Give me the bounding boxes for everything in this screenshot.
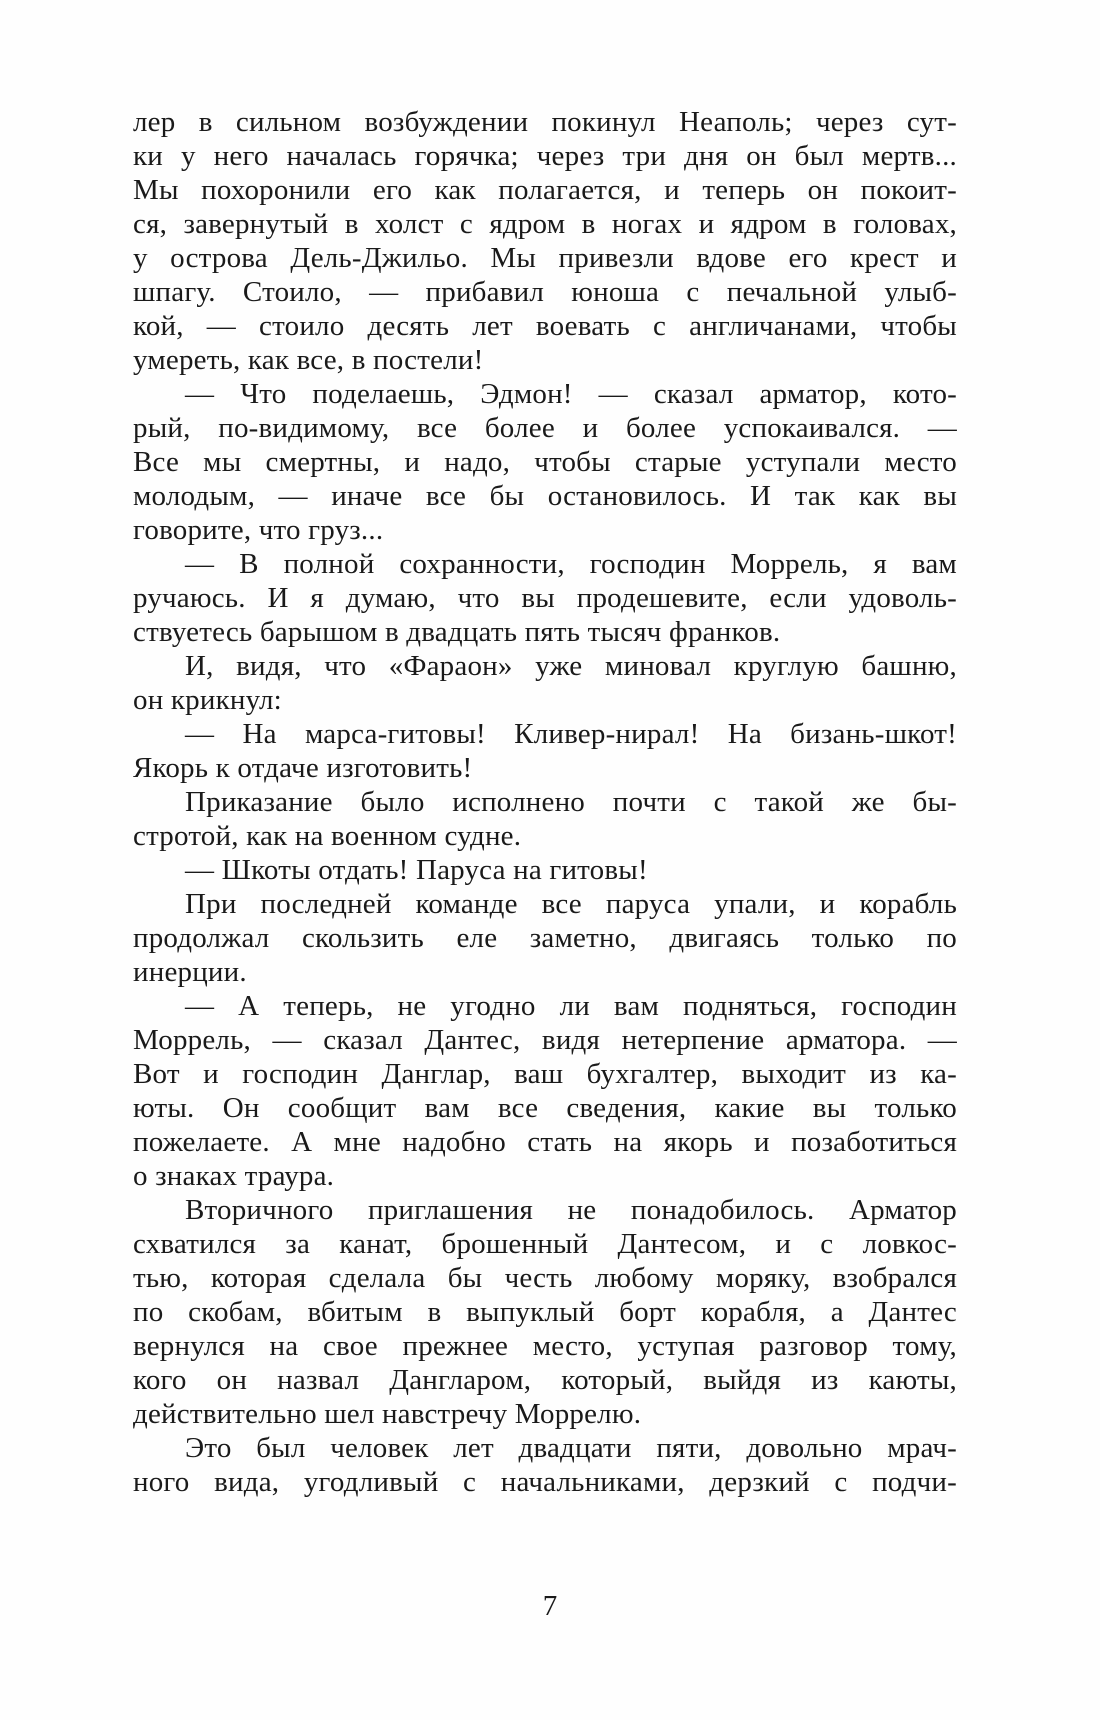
text-line: действительно шел навстречу Моррелю. — [133, 1398, 642, 1430]
text-line: рый, по-видимому, все более и более успокаивался. — — [133, 412, 957, 444]
text-line: продолжал скользить еле заметно, двигаясь только по — [133, 922, 957, 954]
text-line: у острова Дель-Джильо. Мы привезли вдове его крест и — [133, 242, 957, 274]
paragraph-first-line: Вторичного приглашения не понадобилось. Арматор — [185, 1194, 957, 1226]
text-line: вернулся на свое прежнее место, уступая разговор тому, — [133, 1330, 957, 1362]
paragraph-first-line: — А теперь, не угодно ли вам подняться, господин — [185, 990, 957, 1022]
text-line: ки у него началась горячка; через три дня он был мертв... — [133, 140, 957, 172]
text-line: тью, которая сделала бы честь любому моряку, взобрался — [133, 1262, 957, 1294]
text-line: говорите, что груз... — [133, 514, 384, 546]
paragraph-first-line: — В полной сохранности, господин Моррель, я вам — [185, 548, 957, 580]
text-line: Мы похоронили его как полагается, и теперь он покоит- — [133, 174, 957, 206]
paragraph-first-line: — На марса-гитовы! Кливер-нирал! На бизань-шкот! — [185, 718, 957, 750]
text-line: ся, завернутый в холст с ядром в ногах и ядром в головах, — [133, 208, 957, 240]
text-line: инерции. — [133, 956, 247, 988]
text-line: кой, — стоило десять лет воевать с англичанами, чтобы — [133, 310, 957, 342]
text-line: Моррель, — сказал Дантес, видя нетерпение арматора. — — [133, 1024, 957, 1056]
text-line: по скобам, вбитым в выпуклый борт корабля, а Дантес — [133, 1296, 957, 1328]
paragraph-first-line: — Шкоты отдать! Паруса на гитовы! — [185, 854, 648, 886]
text-line: ручаюсь. И я думаю, что вы продешевите, если удоволь- — [133, 582, 957, 614]
paragraph-first-line: — Что поделаешь, Эдмон! — сказал арматор, кото- — [185, 378, 957, 410]
text-line: стротой, как на военном судне. — [133, 820, 522, 852]
paragraph-first-line: Это был человек лет двадцати пяти, довольно мрач- — [185, 1432, 957, 1464]
text-line: пожелаете. А мне надобно стать на якорь и позаботиться — [133, 1126, 957, 1158]
text-line: Все мы смертны, и надо, чтобы старые уступали место — [133, 446, 957, 478]
text-line: шпагу. Стоило, — прибавил юноша с печальной улыб- — [133, 276, 957, 308]
paragraph-first-line: При последней команде все паруса упали, и корабль — [185, 888, 957, 920]
text-line: Вот и господин Данглар, ваш бухгалтер, выходит из ка- — [133, 1058, 957, 1090]
text-line: кого он назвал Дангларом, который, выйдя из каюты, — [133, 1364, 957, 1396]
page-number: 7 — [542, 1590, 558, 1622]
paragraph-first-line: И, видя, что «Фараон» уже миновал круглую башню, — [185, 650, 957, 682]
text-line: ствуетесь барышом в двадцать пять тысяч франков. — [133, 616, 781, 648]
text-line: он крикнул: — [133, 684, 282, 716]
text-line: умереть, как все, в постели! — [133, 344, 484, 376]
text-line: молодым, — иначе все бы остановилось. И так как вы — [133, 480, 957, 512]
body-text — [133, 105, 957, 1499]
text-line: Якорь к отдаче изготовить! — [133, 752, 473, 784]
text-line: о знаках траура. — [133, 1160, 335, 1192]
paragraph-first-line: Приказание было исполнено почти с такой же бы- — [185, 786, 957, 818]
text-line: лер в сильном возбуждении покинул Неаполь; через сут- — [133, 106, 957, 138]
text-line: юты. Он сообщит вам все сведения, какие вы только — [133, 1092, 957, 1124]
text-line: схватился за канат, брошенный Дантесом, и с ловкос- — [133, 1228, 957, 1260]
text-line: ного вида, угодливый с начальниками, дерзкий с подчи- — [133, 1466, 957, 1498]
